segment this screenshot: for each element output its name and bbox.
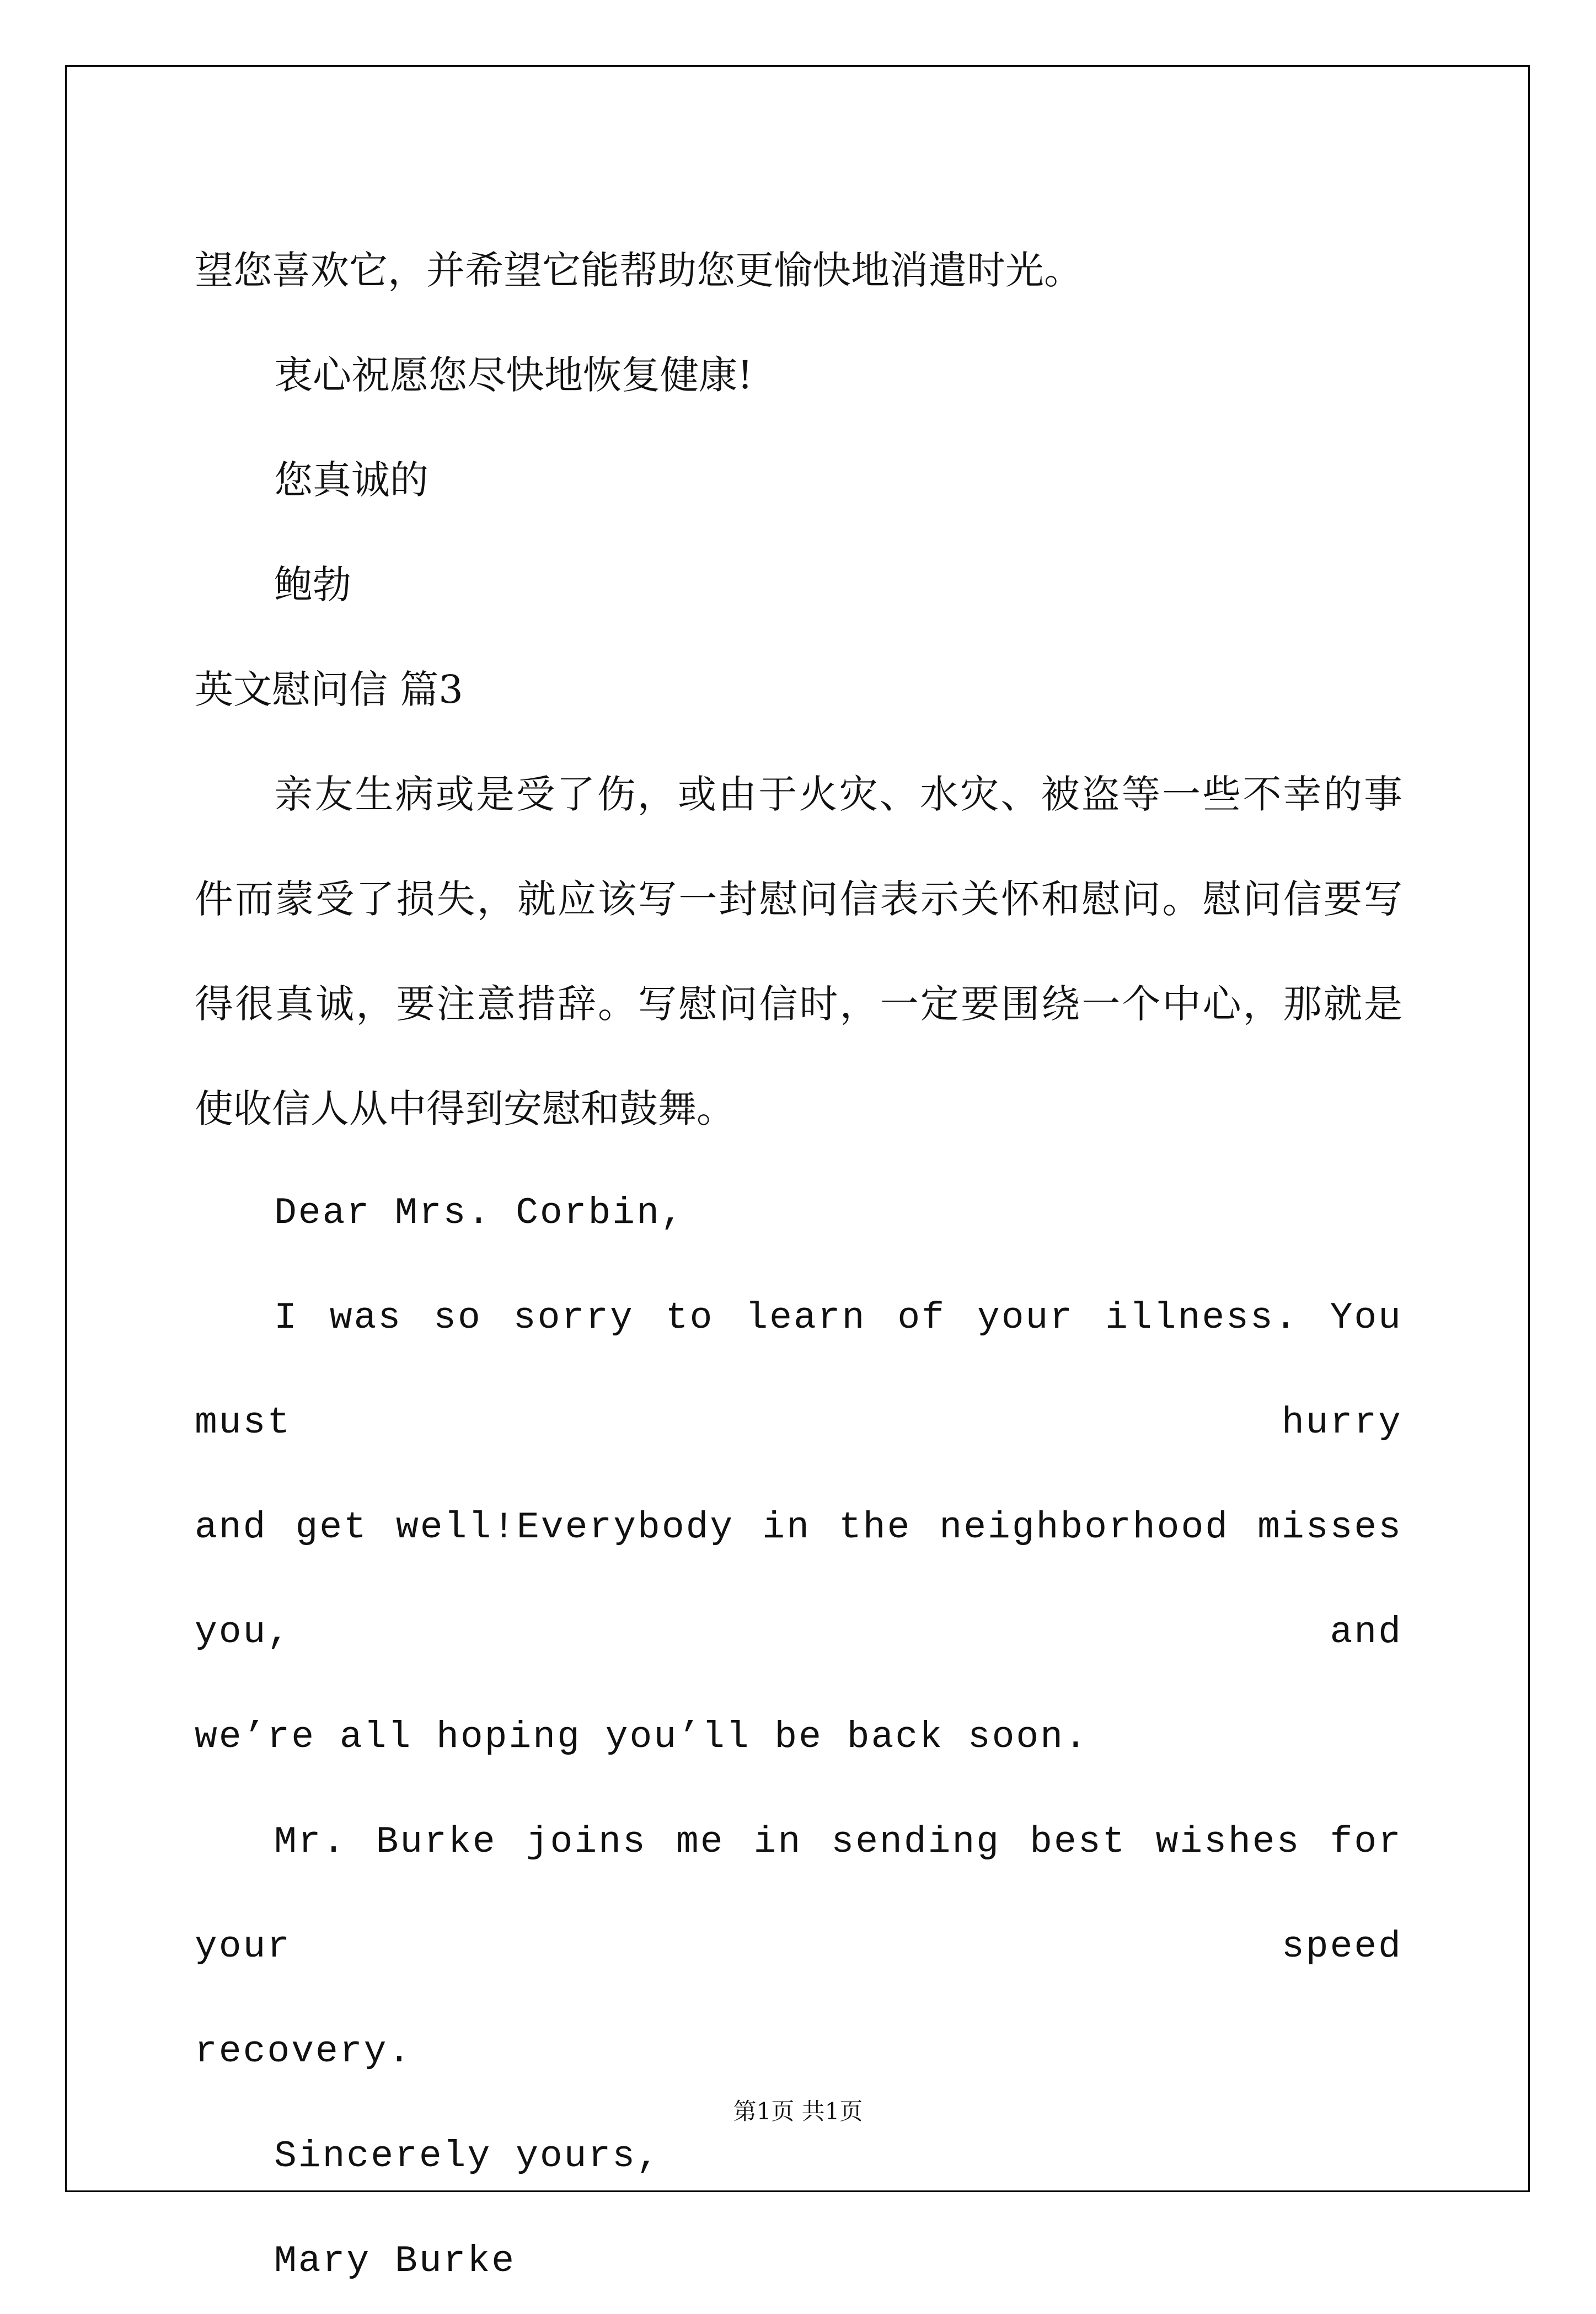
letter-body-line: and get well!Everybody in the neighborhood misses you, and — [195, 1506, 1427, 1654]
letter-body-line: Mr. Burke joins me in sending best wishes for your speed — [195, 1821, 1427, 1968]
closing-phrase: 您真诚的 — [274, 457, 429, 503]
document-body — [195, 218, 1427, 2314]
letter-signature: Mary Burke — [274, 2240, 516, 2283]
letter-closing: Sincerely yours, — [274, 2135, 661, 2178]
paragraph-line: 件而蒙受了损失，就应该写一封慰问信表示关怀和慰问。慰问信要写 — [195, 877, 1402, 922]
paragraph-line: 望您喜欢它，并希望它能帮助您更愉快地消遣时光。 — [195, 248, 1083, 293]
signature-name: 鲍勃 — [274, 562, 351, 607]
paragraph-line: 使收信人从中得到安慰和鼓舞。 — [195, 1086, 735, 1131]
letter-salutation: Dear Mrs. Corbin, — [274, 1192, 685, 1235]
section-heading: 英文慰问信 篇3 — [195, 667, 463, 712]
letter-body-line: recovery. — [195, 2030, 413, 2073]
closing-wish: 衷心祝愿您尽快地恢复健康! — [274, 352, 753, 398]
paragraph-line: 亲友生病或是受了伤，或由于火灾、水灾、被盗等一些不幸的事 — [274, 772, 1402, 817]
paragraph-line: 得很真诚，要注意措辞。写慰问信时，一定要围绕一个中心，那就是 — [195, 981, 1402, 1027]
letter-body-line: we’re all hoping you’ll be back soon. — [195, 1716, 1089, 1759]
page-footer: 第1页 共1页 — [733, 2098, 863, 2125]
letter-body-line: I was so sorry to learn of your illness. You must hurry — [195, 1297, 1427, 1444]
